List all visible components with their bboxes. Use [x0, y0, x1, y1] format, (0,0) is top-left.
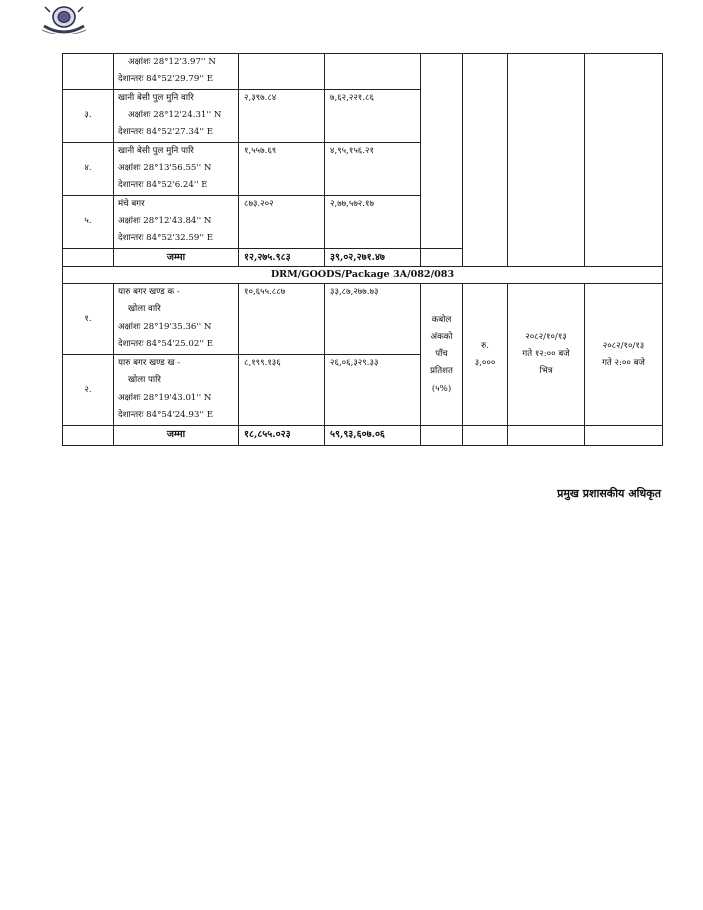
signature-title: प्रमुख प्रशासकीय अधिकृत	[557, 487, 661, 500]
site-description: खानी बेसी पुल मुनि वारि अक्षांशः 28°12'24.31'' N देशान्तरः 84°52'27.34'' E	[114, 90, 239, 143]
government-emblem-icon	[40, 4, 88, 34]
quantity-cell: १०,६५५.८८७	[239, 284, 325, 355]
row-number: ४.	[63, 143, 114, 196]
deadline-cell: २०८२/१०/१३ गते १२:०० बजे भित्र	[508, 284, 585, 426]
amount-cell	[325, 54, 421, 90]
row-number: २.	[63, 355, 114, 426]
row-number: ५.	[63, 196, 114, 249]
table-row	[63, 54, 663, 90]
deposit-cell	[421, 54, 463, 249]
quantity-cell: २,३९७.८४	[239, 90, 325, 143]
quantity-cell: ८,१९९.१३६	[239, 355, 325, 426]
tender-table	[62, 53, 663, 446]
site-description: यारु बगर खण्ड क - खोला वारि अक्षांशः 28°19'35.36'' N देशान्तरः 84°54'25.02'' E	[114, 284, 239, 355]
total-amount: ५९,९३,६०७.०६	[325, 426, 421, 446]
total-row	[63, 426, 663, 446]
total-quantity: १२,२७५.९८३	[239, 249, 325, 267]
quantity-cell: १,५५७.६९	[239, 143, 325, 196]
table-row	[63, 284, 663, 355]
total-quantity: १८,८५५.०२३	[239, 426, 325, 446]
amount-cell: २६,०६,३२९.३३	[325, 355, 421, 426]
amount-cell: ४,९५,१५६.२१	[325, 143, 421, 196]
package-row	[63, 267, 663, 284]
quantity-cell	[239, 54, 325, 90]
deposit-cell: कबोल अंकको पाँच प्रतिशत (५%)	[421, 284, 463, 426]
opening-cell: २०८२/१०/१३ गते २:०० बजे	[585, 284, 663, 426]
site-description: खानी बेसी पुल मुनि पारि अक्षांशः 28°13'56.55'' N देशान्तरः 84°52'6.24'' E	[114, 143, 239, 196]
site-description: यारु बगर खण्ड ख - खोला पारि अक्षांशः 28°19'43.01'' N देशान्तरः 84°54'24.93'' E	[114, 355, 239, 426]
row-number: १.	[63, 284, 114, 355]
fee-cell: रु. ३,०००	[463, 284, 508, 426]
amount-cell: २,७७,५७२.१७	[325, 196, 421, 249]
row-number: ३.	[63, 90, 114, 143]
row-number	[63, 54, 114, 90]
site-description: मंचे बगर अक्षांशः 28°12'43.84'' N देशान्तरः 84°52'32.59'' E	[114, 196, 239, 249]
package-title: DRM/GOODS/Package 3A/082/083	[63, 267, 663, 284]
total-label: जम्मा	[114, 249, 239, 267]
total-amount: ३९,०२,२७१.४७	[325, 249, 421, 267]
deadline-cell	[508, 54, 585, 267]
fee-cell	[463, 54, 508, 267]
amount-cell: ७,६२,२२१.८६	[325, 90, 421, 143]
quantity-cell: ८७३.२०२	[239, 196, 325, 249]
total-label: जम्मा	[114, 426, 239, 446]
amount-cell: ३३,८७,२७७.७३	[325, 284, 421, 355]
opening-cell	[585, 54, 663, 267]
site-description: अक्षांशः 28°12'3.97'' N देशान्तरः 84°52'29.79'' E	[114, 54, 239, 90]
